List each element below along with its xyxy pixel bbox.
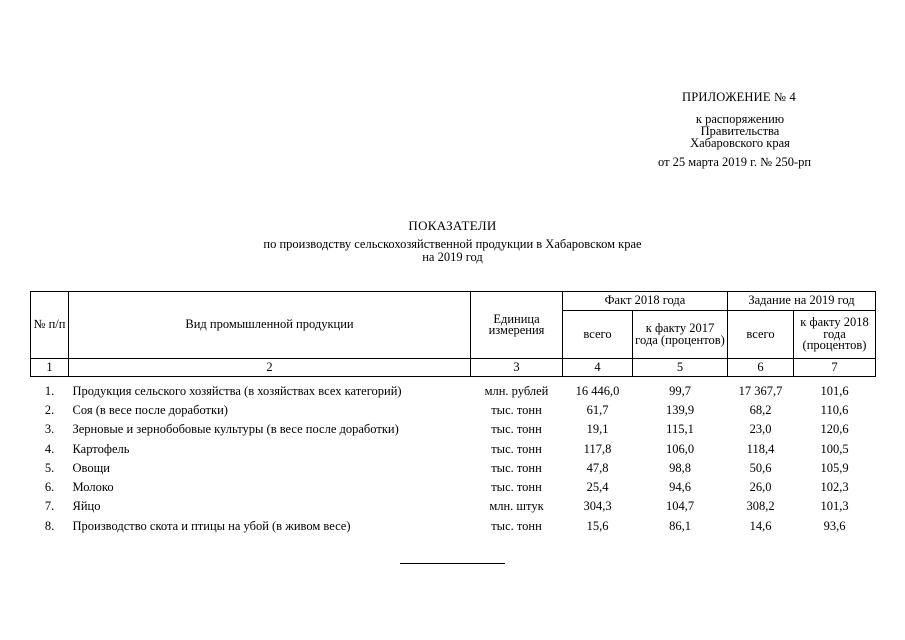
fact-total-cell: 15,6 [586,518,609,533]
product-name: Производство скота и птицы на убой (в живом весе) [72,518,351,533]
fact-total-cell: 304,3 [583,499,612,514]
header-fact-percent: к факту 2017 года (процентов) [633,311,728,359]
product-name: Соя (в весе после доработки) [72,402,228,417]
plan-total-cell: 17 367,7 [738,383,783,398]
table-row [31,439,876,458]
plan-total-cell: 14,6 [749,518,772,533]
appendix-line-1: к распоряжению [695,112,785,126]
column-number: 1 [31,359,69,377]
row-number: 1. [44,383,55,398]
column-number-row [31,359,876,377]
fact-percent-cell: 86,1 [669,518,691,533]
fact-percent-cell: 115,1 [666,422,694,437]
column-number: 5 [633,359,728,377]
plan-total-cell: 26,0 [749,480,772,495]
table-row [31,400,876,419]
product-name: Продукция сельского хозяйства (в хозяйствах всех категорий) [72,383,402,398]
document-title: ПОКАЗАТЕЛИ [408,218,497,233]
fact-percent-cell: 99,7 [669,383,691,398]
plan-percent-cell: 93,6 [823,518,846,533]
fact-total-cell: 61,7 [586,402,609,417]
product-name: Молоко [72,480,114,495]
appendix-line-2: Правительства [700,124,780,138]
table-row [31,477,876,496]
table-row [31,381,876,400]
fact-total-cell: 25,4 [586,480,609,495]
appendix-date: от 25 марта 2019 г. № 250-рп [658,155,812,169]
product-name: Яйцо [72,499,101,514]
subtitle-line-2: на 2019 год [422,250,483,264]
fact-total-cell: 117,8 [583,441,612,456]
fact-percent-cell: 98,8 [669,460,691,475]
fact-percent-cell: 106,0 [665,441,695,456]
fact-total-cell: 19,1 [586,422,609,437]
fact-percent-cell: 104,7 [665,499,695,514]
unit-cell: млн. штук [489,499,544,514]
unit-cell: млн. рублей [484,383,549,398]
unit-cell: тыс. тонн [491,518,542,533]
header-product: Вид промышленной продукции [69,292,471,359]
document-subtitle [200,238,705,264]
unit-cell: тыс. тонн [491,402,542,417]
fact-total-cell: 47,8 [586,460,609,475]
product-name: Овощи [72,460,110,475]
plan-percent-cell: 100,5 [820,441,849,456]
row-number: 5. [44,460,55,475]
plan-total-cell: 68,2 [749,402,772,417]
fact-percent-cell: 139,9 [665,402,695,417]
plan-total-cell: 50,6 [749,460,772,475]
plan-total-cell: 23,0 [749,422,772,437]
header-unit: Единица измерения [471,292,563,359]
unit-cell: тыс. тонн [491,441,542,456]
appendix-title: ПРИЛОЖЕНИЕ № 4 [682,90,796,104]
plan-total-cell: 118,4 [746,441,775,456]
indicators-table [30,291,876,535]
header-plan-2019: Задание на 2019 год [728,292,876,311]
row-number: 6. [44,480,55,495]
row-number: 8. [44,518,55,533]
header-plan-percent: к факту 2018 года (процентов) [794,311,876,359]
table-row [31,497,876,516]
plan-percent-cell: 101,6 [820,383,849,398]
appendix-line-3: Хабаровского края [690,136,790,150]
fact-percent-cell: 94,6 [669,480,691,495]
row-number: 2. [44,402,55,417]
column-number: 6 [728,359,794,377]
unit-cell: тыс. тонн [491,460,542,475]
unit-cell: тыс. тонн [491,480,542,495]
column-number: 3 [471,359,563,377]
fact-total-cell: 16 446,0 [575,383,620,398]
row-number: 7. [44,499,55,514]
plan-percent-cell: 110,6 [820,402,849,417]
plan-total-cell: 308,2 [746,499,775,514]
product-name: Картофель [72,441,130,456]
header-plan-total: всего [728,311,794,359]
closing-divider [400,563,505,564]
plan-percent-cell: 102,3 [820,480,849,495]
product-name: Зерновые и зернобобовые культуры (в весе после доработки) [72,422,399,437]
row-number: 3. [44,422,55,437]
row-number: 4. [44,441,55,456]
header-fact-total: всего [563,311,633,359]
header-fact-2018: Факт 2018 года [563,292,728,311]
column-number: 7 [794,359,876,377]
table-row [31,516,876,535]
table-row [31,458,876,477]
header-num: № п/п [31,292,69,359]
unit-cell: тыс. тонн [491,422,542,437]
plan-percent-cell: 105,9 [820,460,849,475]
column-number: 2 [69,359,471,377]
table-row [31,420,876,439]
subtitle-line-1: по производству сельскохозяйственной продукции в Хабаровском крае [263,237,642,251]
column-number: 4 [563,359,633,377]
plan-percent-cell: 120,6 [820,422,849,437]
plan-percent-cell: 101,3 [820,499,849,514]
